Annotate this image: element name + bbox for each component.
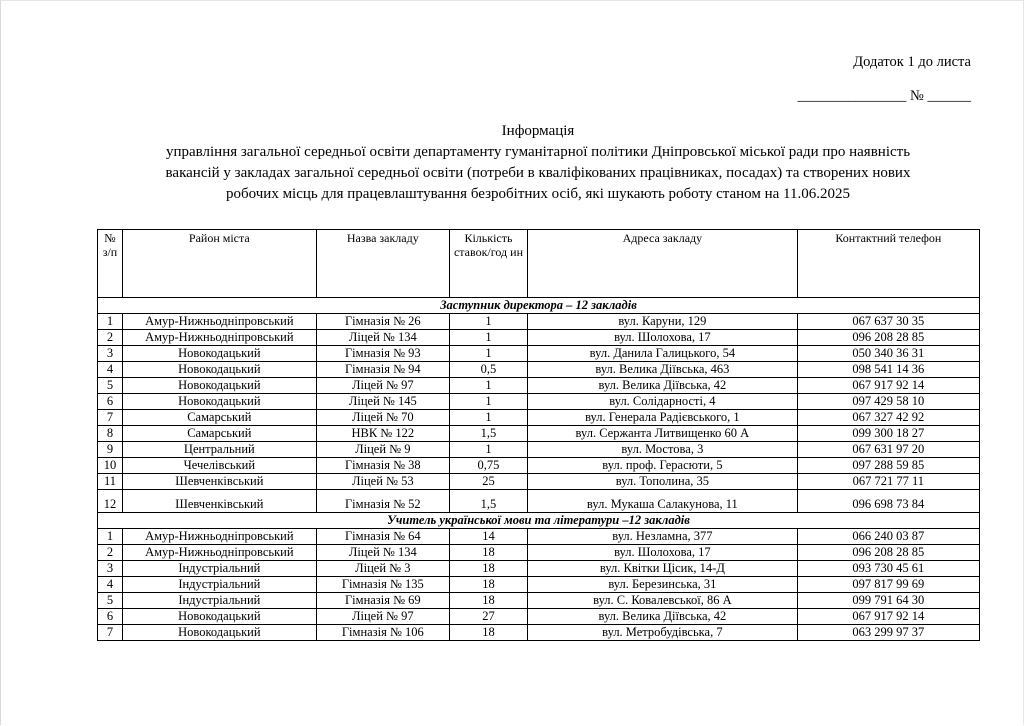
cell-school: Гімназія № 94 bbox=[316, 362, 449, 378]
table-row bbox=[98, 577, 980, 593]
cell-phone: 097 288 59 85 bbox=[797, 458, 979, 474]
table-row bbox=[98, 593, 980, 609]
cell-rates: 1,5 bbox=[449, 426, 527, 442]
cell-number: 6 bbox=[98, 394, 123, 410]
cell-rates: 27 bbox=[449, 609, 527, 625]
header-number: № з/п bbox=[98, 230, 123, 298]
cell-address: вул. Квітки Цісик, 14-Д bbox=[528, 561, 798, 577]
cell-address: вул. Шолохова, 17 bbox=[528, 545, 798, 561]
cell-phone: 067 721 77 11 bbox=[797, 474, 979, 490]
cell-rates: 0,75 bbox=[449, 458, 527, 474]
cell-district: Амур-Нижньодніпровський bbox=[122, 545, 316, 561]
cell-number: 3 bbox=[98, 561, 123, 577]
cell-rates: 1 bbox=[449, 394, 527, 410]
cell-district: Новокодацький bbox=[122, 625, 316, 641]
cell-address: вул. Тополина, 35 bbox=[528, 474, 798, 490]
cell-school: Ліцей № 134 bbox=[316, 330, 449, 346]
cell-number: 12 bbox=[98, 490, 123, 513]
title-line-1: Інформація bbox=[501, 123, 575, 139]
table-row bbox=[98, 346, 980, 362]
cell-number: 7 bbox=[98, 410, 123, 426]
table-row bbox=[98, 529, 980, 545]
cell-number: 1 bbox=[98, 529, 123, 545]
table-row bbox=[98, 474, 980, 490]
cell-number: 8 bbox=[98, 426, 123, 442]
section-row bbox=[98, 298, 980, 314]
section-title: Заступник директора – 12 закладів bbox=[98, 298, 980, 314]
cell-phone: 099 300 18 27 bbox=[797, 426, 979, 442]
header-district: Район міста bbox=[122, 230, 316, 298]
cell-rates: 0,5 bbox=[449, 362, 527, 378]
cell-address: вул. Данила Галицького, 54 bbox=[528, 346, 798, 362]
cell-district: Амур-Нижньодніпровський bbox=[122, 330, 316, 346]
cell-school: НВК № 122 bbox=[316, 426, 449, 442]
title-line-2: управління загальної середньої освіти департаменту гуманітарної політики Дніпровської міської ради про наявність bbox=[165, 144, 911, 160]
cell-rates: 18 bbox=[449, 577, 527, 593]
cell-number: 2 bbox=[98, 330, 123, 346]
cell-school: Ліцей № 53 bbox=[316, 474, 449, 490]
cell-address: вул. Сержанта Литвищенко 60 А bbox=[528, 426, 798, 442]
table-row bbox=[98, 625, 980, 641]
table-row bbox=[98, 609, 980, 625]
title-line-3: вакансій у закладах загальної середньої освіти (потреби в кваліфікованих працівниках, посадах) та створених нових bbox=[165, 165, 911, 181]
vacancies-table bbox=[97, 229, 980, 641]
cell-district: Амур-Нижньодніпровський bbox=[122, 529, 316, 545]
cell-phone: 050 340 36 31 bbox=[797, 346, 979, 362]
section-title: Учитель української мови та літератури –12 закладів bbox=[98, 513, 980, 529]
cell-district: Новокодацький bbox=[122, 362, 316, 378]
cell-phone: 067 917 92 14 bbox=[797, 378, 979, 394]
table-row bbox=[98, 561, 980, 577]
cell-school: Ліцей № 70 bbox=[316, 410, 449, 426]
section-row bbox=[98, 513, 980, 529]
cell-address: вул. Метробудівська, 7 bbox=[528, 625, 798, 641]
cell-rates: 18 bbox=[449, 545, 527, 561]
cell-school: Ліцей № 9 bbox=[316, 442, 449, 458]
table-row bbox=[98, 442, 980, 458]
cell-phone: 067 631 97 20 bbox=[797, 442, 979, 458]
cell-school: Гімназія № 26 bbox=[316, 314, 449, 330]
cell-number: 5 bbox=[98, 378, 123, 394]
cell-district: Новокодацький bbox=[122, 609, 316, 625]
cell-phone: 067 637 30 35 bbox=[797, 314, 979, 330]
table-row bbox=[98, 410, 980, 426]
cell-rates: 1 bbox=[449, 346, 527, 362]
header-phone: Контактний телефон bbox=[797, 230, 979, 298]
cell-rates: 1,5 bbox=[449, 490, 527, 513]
cell-phone: 098 541 14 36 bbox=[797, 362, 979, 378]
cell-address: вул. Березинська, 31 bbox=[528, 577, 798, 593]
cell-phone: 067 327 42 92 bbox=[797, 410, 979, 426]
cell-district: Самарський bbox=[122, 426, 316, 442]
cell-address: вул. Мостова, 3 bbox=[528, 442, 798, 458]
document-title bbox=[100, 121, 976, 205]
table-row bbox=[98, 362, 980, 378]
cell-phone: 067 917 92 14 bbox=[797, 609, 979, 625]
table-row bbox=[98, 426, 980, 442]
letter-reference: _______________ № ______ bbox=[797, 88, 971, 104]
cell-school: Гімназія № 52 bbox=[316, 490, 449, 513]
cell-address: вул. Велика Діївська, 42 bbox=[528, 378, 798, 394]
table-row bbox=[98, 490, 980, 513]
cell-phone: 097 429 58 10 bbox=[797, 394, 979, 410]
cell-school: Ліцей № 97 bbox=[316, 378, 449, 394]
cell-address: вул. Велика Діївська, 42 bbox=[528, 609, 798, 625]
cell-address: вул. Солідарності, 4 bbox=[528, 394, 798, 410]
cell-district: Індустріальний bbox=[122, 593, 316, 609]
cell-school: Ліцей № 97 bbox=[316, 609, 449, 625]
cell-rates: 14 bbox=[449, 529, 527, 545]
cell-school: Гімназія № 38 bbox=[316, 458, 449, 474]
cell-rates: 18 bbox=[449, 561, 527, 577]
cell-district: Новокодацький bbox=[122, 394, 316, 410]
cell-school: Ліцей № 3 bbox=[316, 561, 449, 577]
cell-district: Новокодацький bbox=[122, 346, 316, 362]
header-address: Адреса закладу bbox=[528, 230, 798, 298]
table-row bbox=[98, 330, 980, 346]
cell-phone: 093 730 45 61 bbox=[797, 561, 979, 577]
cell-district: Амур-Нижньодніпровський bbox=[122, 314, 316, 330]
cell-phone: 063 299 97 37 bbox=[797, 625, 979, 641]
cell-rates: 1 bbox=[449, 314, 527, 330]
cell-district: Індустріальний bbox=[122, 577, 316, 593]
cell-phone: 096 208 28 85 bbox=[797, 330, 979, 346]
cell-rates: 18 bbox=[449, 625, 527, 641]
table-row bbox=[98, 545, 980, 561]
cell-address: вул. Мукаша Салакунова, 11 bbox=[528, 490, 798, 513]
cell-address: вул. Генерала Радієвського, 1 bbox=[528, 410, 798, 426]
table-row bbox=[98, 314, 980, 330]
cell-district: Чечелівський bbox=[122, 458, 316, 474]
cell-school: Ліцей № 145 bbox=[316, 394, 449, 410]
cell-school: Гімназія № 93 bbox=[316, 346, 449, 362]
cell-district: Самарський bbox=[122, 410, 316, 426]
title-line-4: робочих місць для працевлаштування безробітних осіб, які шукають роботу станом на 11.06.2025 bbox=[226, 186, 850, 202]
cell-number: 2 bbox=[98, 545, 123, 561]
cell-rates: 25 bbox=[449, 474, 527, 490]
cell-address: вул. Велика Діївська, 463 bbox=[528, 362, 798, 378]
cell-number: 1 bbox=[98, 314, 123, 330]
cell-address: вул. Каруни, 129 bbox=[528, 314, 798, 330]
cell-district: Шевченківський bbox=[122, 474, 316, 490]
cell-school: Ліцей № 134 bbox=[316, 545, 449, 561]
cell-school: Гімназія № 69 bbox=[316, 593, 449, 609]
cell-address: вул. Шолохова, 17 bbox=[528, 330, 798, 346]
cell-number: 3 bbox=[98, 346, 123, 362]
cell-address: вул. Незламна, 377 bbox=[528, 529, 798, 545]
table-row bbox=[98, 458, 980, 474]
cell-rates: 1 bbox=[449, 410, 527, 426]
cell-number: 10 bbox=[98, 458, 123, 474]
cell-school: Гімназія № 106 bbox=[316, 625, 449, 641]
cell-address: вул. С. Ковалевської, 86 А bbox=[528, 593, 798, 609]
cell-school: Гімназія № 64 bbox=[316, 529, 449, 545]
cell-district: Центральний bbox=[122, 442, 316, 458]
header-rates: Кількість ставок/год ин bbox=[449, 230, 527, 298]
cell-address: вул. проф. Герасюти, 5 bbox=[528, 458, 798, 474]
cell-number: 11 bbox=[98, 474, 123, 490]
cell-rates: 18 bbox=[449, 593, 527, 609]
cell-number: 5 bbox=[98, 593, 123, 609]
cell-phone: 096 208 28 85 bbox=[797, 545, 979, 561]
cell-number: 7 bbox=[98, 625, 123, 641]
cell-phone: 099 791 64 30 bbox=[797, 593, 979, 609]
table-row bbox=[98, 378, 980, 394]
cell-number: 6 bbox=[98, 609, 123, 625]
table-header-row bbox=[98, 230, 980, 298]
cell-number: 4 bbox=[98, 577, 123, 593]
cell-rates: 1 bbox=[449, 378, 527, 394]
cell-phone: 097 817 99 69 bbox=[797, 577, 979, 593]
cell-number: 9 bbox=[98, 442, 123, 458]
cell-rates: 1 bbox=[449, 442, 527, 458]
table-row bbox=[98, 394, 980, 410]
cell-rates: 1 bbox=[449, 330, 527, 346]
cell-district: Індустріальний bbox=[122, 561, 316, 577]
cell-district: Новокодацький bbox=[122, 378, 316, 394]
header-school: Назва закладу bbox=[316, 230, 449, 298]
cell-school: Гімназія № 135 bbox=[316, 577, 449, 593]
cell-phone: 096 698 73 84 bbox=[797, 490, 979, 513]
appendix-label: Додаток 1 до листа bbox=[853, 54, 971, 70]
cell-phone: 066 240 03 87 bbox=[797, 529, 979, 545]
cell-number: 4 bbox=[98, 362, 123, 378]
cell-district: Шевченківський bbox=[122, 490, 316, 513]
